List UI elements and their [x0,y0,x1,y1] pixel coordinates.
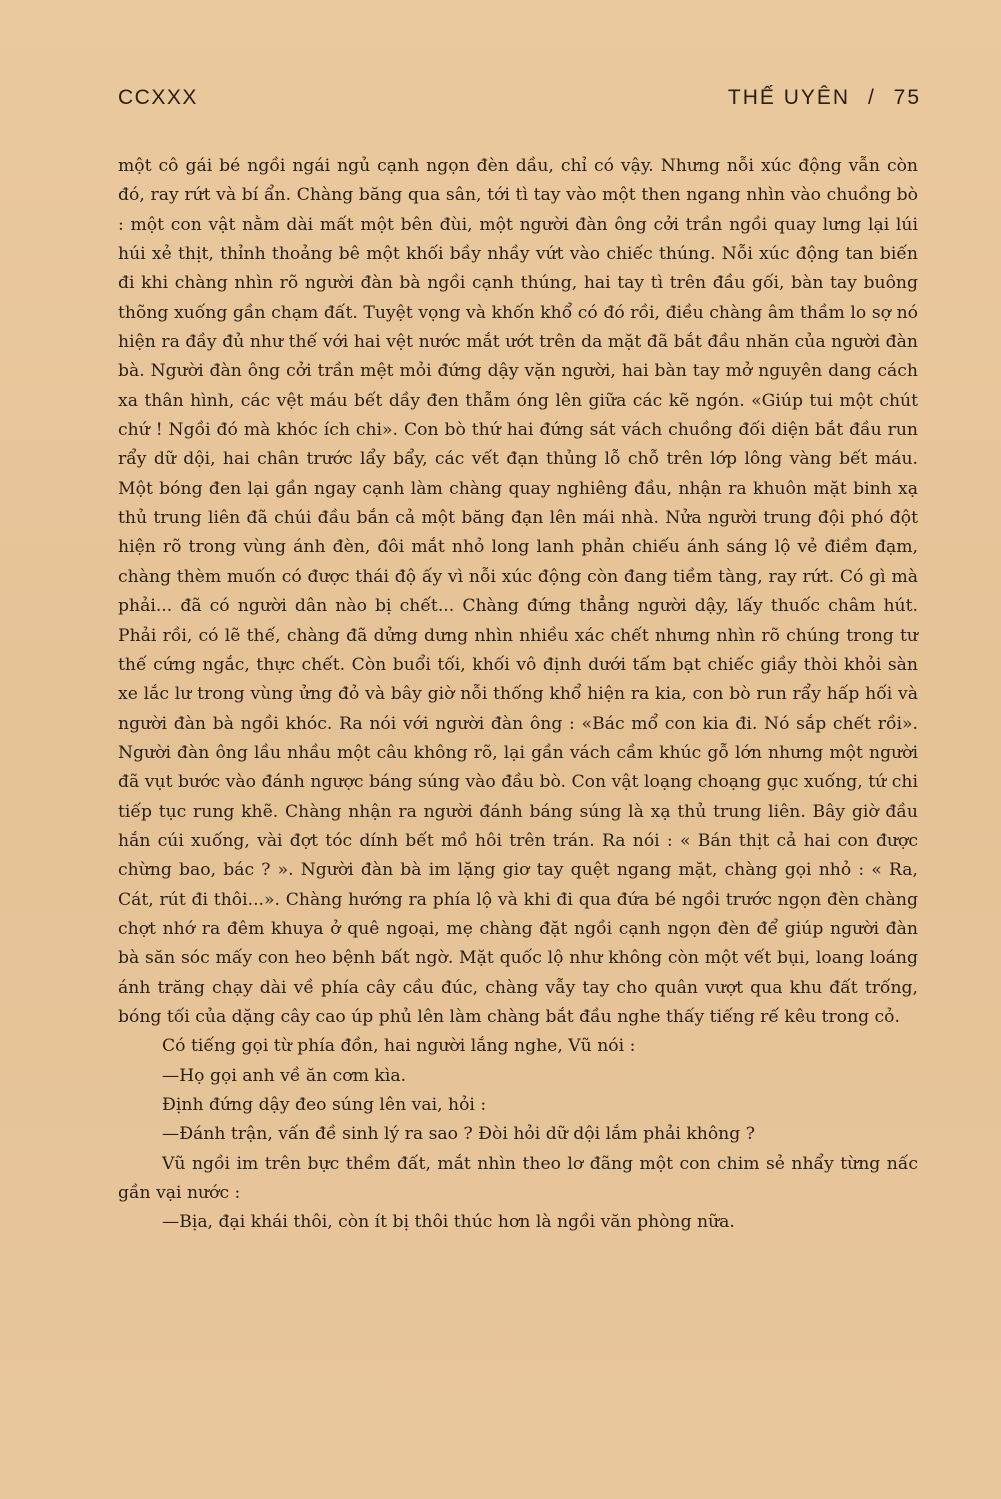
paragraph: Có tiếng gọi từ phía đồn, hai người lắng nghe, Vũ nói : [162,1036,636,1057]
page-header [118,86,921,110]
chapter-number: CCXXX [118,86,198,109]
book-title: THẾ UYÊN [727,86,851,109]
page-number: 75 [893,86,921,109]
dialogue-line: —Họ gọi anh về ăn cơm kìa. [162,1065,407,1086]
paragraph: một cô gái bé ngồi ngái ngủ cạnh ngọn đèn dầu, chỉ có vậy. Nhưng nỗi xúc động vẫn còn đó, ray rứt và bí ẩn. Chàng băng qua sân, tới tì tay vào một then ngang nhìn vào chuồng bò : một con vật nằm dài mất một bên đùi, một người đàn ông cởi trần ngồi quay lưng lại lúi húi xẻ thịt, thỉnh thoảng bê một khối bầy nhầy vứt vào chiếc thúng. Nỗi xúc động tan biến đi khi chàng nhìn rõ người đàn bà ngồi cạnh thúng, hai tay tì trên đầu gối, bàn tay buông thõng xuống gần chạm đất. Tuyệt vọng và khốn khổ có đó rồi, điều chàng âm thầm lo sợ nó hiện ra đầy đủ như thế với hai vệt nước mắt ướt trên da mặt đã bắt đầu nhăn của người đàn bà. Người đàn ông cởi trần mệt mỏi đứng dậy vặn người, hai bàn tay mở nguyên dang cách xa thân hình, các vệt máu bết dầy đen thẫm óng lên giữa các kẽ ngón. «Giúp tui một chút chứ ! Ngồi đó mà khóc ích chi». Con bò thứ hai đứng sát vách chuồng đối diện bắt đầu run rẩy dữ dội, hai chân trước lẩy bẩy, các vết đạn thủng lỗ chỗ trên lớp lông vàng bết máu. Một bóng đen lại gần ngay cạnh làm chàng quay nghiêng đầu, nhận ra khuôn mặt binh xạ thủ trung liên đã chúi đầu bắn cả một băng đạn lên mái nhà. Nửa người trung đội phó đột hiện rõ trong vùng ánh đèn, đôi mắt nhỏ long lanh phản chiếu ánh sáng lộ vẻ điềm đạm, chàng thèm muốn có được thái độ ấy vì nỗi xúc động còn đang tiềm tàng, ray rứt. Có gì mà phải... đã có người dân nào bị chết... Chàng đứng thẳng người dậy, lấy thuốc châm hút. Phải rồi, có lẽ thế, chàng đã dửng dưng nhìn nhiều xác chết nhưng nhìn rõ chúng trong tư thế cứng ngắc, thực chết. Còn buổi tối, khối vô định dưới tấm bạt chiếc giầy thòi khỏi sàn xe lắc lư trong vùng ửng đỏ và bây giờ nỗi thống khổ hiện ra kia, con bò run rẩy hấp hối và người đàn bà ngồi khóc. Ra nói với người đàn ông : «Bác mổ con kia đi. Nó sắp chết rồi». Người đàn ông lầu nhầu một câu không rõ, lại gần vách cầm khúc gỗ lớn nhưng một người đã vụt bước vào đánh ngược báng súng vào đầu bò. Con vật loạng choạng gục xuống, tứ chi tiếp tục rung khẽ. Chàng nhận ra người đánh báng súng là xạ thủ trung liên. Bây giờ đầu hắn cúi xuống, vài đợt tóc dính bết mồ hôi trên trán. Ra nói : « Bán thịt cả hai con được chừng bao, bác ? ». Người đàn bà im lặng giơ tay quệt ngang mặt, chàng gọi nhỏ : « Ra, Cát, rút đi thôi...». Chàng hướng ra phía lộ và khi đi qua đứa bé ngồi trước ngọn đèn chàng chợt nhớ ra đêm khuya ở quê ngoại, mẹ chàng đặt ngồi cạnh ngọn đèn để giúp người đàn bà săn sóc mấy con heo bệnh bất ngờ. Mặt quốc lộ như không còn một vết bụi, loang loáng ánh trăng chạy dài về phía cây cầu đúc, chàng vẫy tay cho quân vượt qua khu đất trống, bóng tối của dặng cây cao úp phủ lên làm chàng bắt đầu nghe thấy tiếng rế kêu trong cỏ. [118,156,918,1027]
dialogue-line: —Bịa, đại khái thôi, còn ít bị thôi thúc hơn là ngồi văn phòng nữa. [162,1212,735,1233]
body-text [118,152,918,1238]
paragraph: Vũ ngồi im trên bực thềm đất, mắt nhìn theo lơ đãng một con chim sẻ nhẩy từng nấc gần vại nước : [118,1153,918,1204]
running-title [728,86,921,110]
paragraph: Định đứng dậy đeo súng lên vai, hỏi : [162,1095,487,1115]
title-separator: / [867,86,876,109]
dialogue-line: —Đánh trận, vấn đề sinh lý ra sao ? Đòi hỏi dữ dội lắm phải không ? [162,1124,755,1145]
